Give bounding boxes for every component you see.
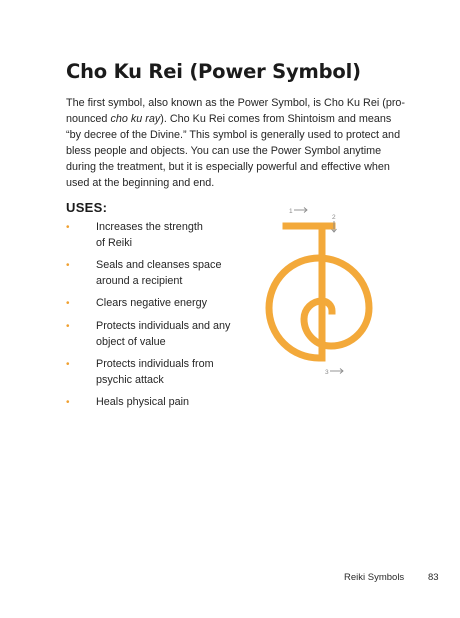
list-item-line: object of value xyxy=(96,335,166,348)
uses-heading: USES: xyxy=(66,200,108,215)
bullet-icon: • xyxy=(66,321,70,332)
running-footer: Reiki Symbols xyxy=(344,572,405,583)
list-item-line: Protects individuals from xyxy=(96,358,214,370)
intro-paragraph xyxy=(66,95,412,191)
list-item-line: Protects individuals and any xyxy=(96,320,231,332)
bullet-icon: • xyxy=(66,359,70,370)
list-item-line: Heals physical pain xyxy=(96,396,190,408)
intro-line: The first symbol, also known as the Power Symbol, is Cho Ku Rei (pro- xyxy=(66,97,406,109)
intro-line: used at the beginning and end. xyxy=(66,177,215,189)
intro-text: ). Cho Ku Rei comes from Shintoism and means xyxy=(160,113,392,125)
page-title: Cho Ku Rei (Power Symbol) xyxy=(66,60,361,83)
list-item-line: psychic attack xyxy=(96,373,164,386)
step-3-label: 3 xyxy=(325,369,329,376)
list-item-line: of Reiki xyxy=(96,236,133,249)
list-item-text xyxy=(96,319,266,350)
intro-line: during the treatment, but it is especially powerful and effective when xyxy=(66,161,390,173)
list-item-line: Increases the strength xyxy=(96,221,203,233)
intro-line: bless people and objects. You can use the Power Symbol anytime xyxy=(66,145,382,157)
list-item-text xyxy=(96,357,266,388)
list-item-line: around a recipient xyxy=(96,274,183,287)
list-item-line: Clears negative energy xyxy=(96,297,208,309)
intro-line xyxy=(66,111,412,127)
step-2-label: 2 xyxy=(332,214,336,221)
list-item-text xyxy=(96,220,266,251)
bullet-icon: • xyxy=(66,397,70,408)
page-number: 83 xyxy=(428,572,439,583)
step-1-label: 1 xyxy=(289,208,293,215)
list-item-line: Seals and cleanses space xyxy=(96,259,222,271)
bullet-icon: • xyxy=(66,298,70,309)
list-item-text xyxy=(96,296,266,312)
bullet-icon: • xyxy=(66,260,70,271)
cho-ku-rei-symbol xyxy=(262,200,382,380)
intro-text: nounced xyxy=(66,113,111,125)
intro-line: “by decree of the Divine.” This symbol is generally used to protect and xyxy=(66,129,401,141)
bullet-icon: • xyxy=(66,222,70,233)
list-item-text xyxy=(96,258,266,289)
list-item-text xyxy=(96,395,266,411)
pronunciation-text: cho ku ray xyxy=(110,113,161,125)
